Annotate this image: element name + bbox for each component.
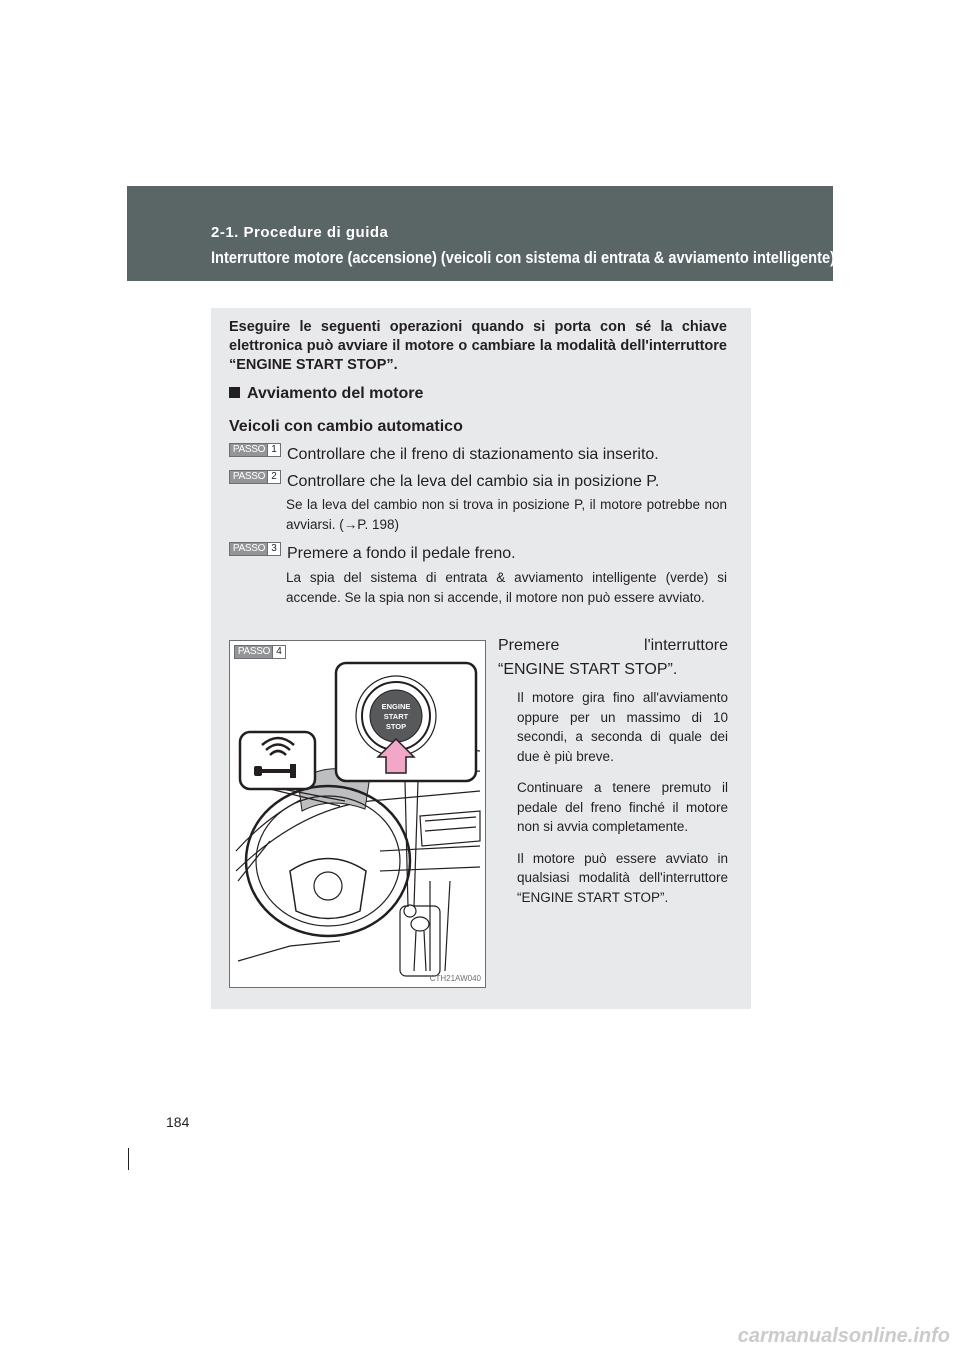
- step-2: [229, 470, 659, 491]
- page-number: 184: [166, 1114, 190, 1130]
- step-3: [229, 542, 516, 563]
- engine-start-figure: [229, 640, 486, 988]
- dashboard-illustration: [230, 641, 485, 987]
- step-badge: PASSO 1: [229, 443, 281, 457]
- key-signal-icon: [240, 732, 315, 789]
- vehicle-type: Veicoli con cambio automatico: [229, 418, 463, 435]
- start-button-callout: [336, 663, 476, 781]
- step-4-text: Premere l'interruttore “ENGINE START STOP”.: [498, 637, 728, 678]
- subheading: [229, 385, 423, 403]
- margin-mark: [128, 1148, 129, 1170]
- step-text: Controllare che il freno di stazionamento sia inserito.: [287, 446, 659, 463]
- step-text: Controllare che la leva del cambio sia in posizione P.: [287, 473, 660, 490]
- page-header: [127, 186, 833, 281]
- steering-wheel: [246, 786, 410, 936]
- step-text: Premere a fondo il pedale freno.: [287, 545, 516, 562]
- step-3-note: La spia del sistema di entrata & avviamento intelligente (verde) si accende. Se la spia non si accende, il motore non può essere avviato.: [286, 570, 727, 605]
- gear-shifter: [400, 905, 440, 976]
- step-badge: PASSO 2: [229, 470, 281, 484]
- step-badge: PASSO 3: [229, 542, 281, 556]
- button-label-line2: START: [383, 712, 409, 721]
- step-4-note: Il motore gira fino all'avviamento oppure per un massimo di 10 secondi, a seconda di quale dei due è più breve.: [517, 690, 728, 764]
- intro-text: Eseguire le seguenti operazioni quando si porta con sé la chiave elettronica può avviare il motore o cambiare la modalità dell'interruttore “ENGINE START STOP”.: [229, 319, 727, 373]
- step-4-note: Continuare a tenere premuto il pedale del freno finché il motore non si avvia completamente.: [517, 780, 728, 834]
- figure-code: CTH21AW040: [429, 974, 481, 983]
- button-label-line3: STOP: [385, 722, 407, 731]
- step-2-note: Se la leva del cambio non si trova in posizione P, il motore potrebbe non avviarsi. (→P. 198): [286, 497, 727, 532]
- page-title: Interruttore motore (accensione) (veicoli con sistema di entrata & avviamento intelligente): [211, 248, 835, 267]
- section-title: 2-1. Procedure di guida: [211, 224, 389, 241]
- square-bullet-icon: [229, 387, 240, 398]
- step-4-notes: [517, 688, 728, 919]
- step-4-note: Il motore può essere avviato in qualsiasi modalità dell'interruttore “ENGINE START STOP”.: [517, 850, 728, 905]
- button-label-line1: ENGINE: [381, 702, 411, 711]
- subheading-text: Avviamento del motore: [247, 385, 424, 402]
- watermark: carmanualsonline.info: [737, 1325, 950, 1347]
- step-4-badge: PASSO 4: [234, 645, 286, 659]
- step-1: [229, 443, 659, 464]
